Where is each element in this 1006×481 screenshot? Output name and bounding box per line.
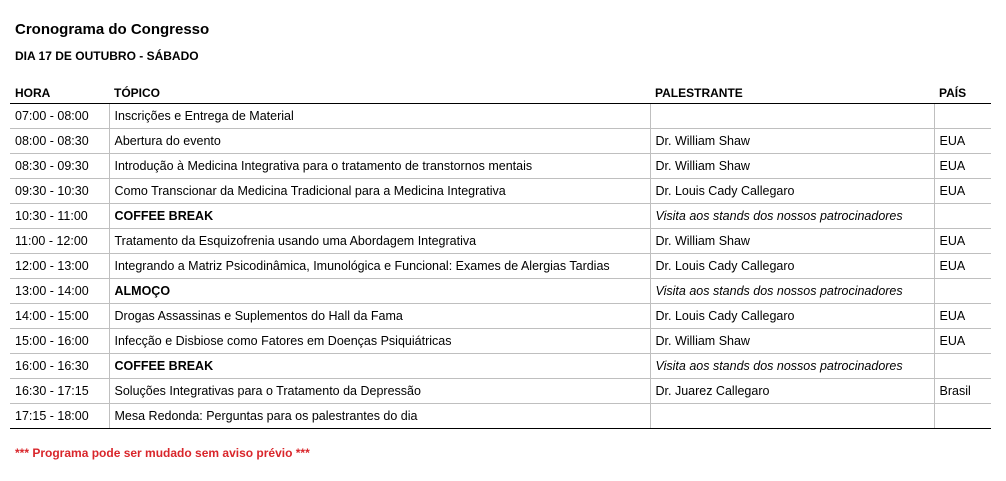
column-header-topico: TÓPICO	[109, 83, 650, 104]
cell-topic: Tratamento da Esquizofrenia usando uma Abordagem Integrativa	[109, 229, 650, 254]
table-row	[10, 204, 991, 229]
schedule-change-notice: *** Programa pode ser mudado sem aviso prévio ***	[15, 446, 310, 460]
table-row	[10, 229, 991, 254]
table-row	[10, 354, 991, 379]
cell-topic: Integrando a Matriz Psicodinâmica, Imunológica e Funcional: Exames de Alergias Tardias	[109, 254, 650, 279]
cell-time: 08:30 - 09:30	[10, 154, 109, 179]
cell-speaker: Dr. Juarez Callegaro	[650, 379, 934, 404]
cell-country: EUA	[934, 304, 991, 329]
cell-speaker: Dr. William Shaw	[650, 154, 934, 179]
cell-time: 16:00 - 16:30	[10, 354, 109, 379]
schedule-body	[10, 104, 991, 429]
table-row	[10, 179, 991, 204]
column-header-pais: PAÍS	[934, 83, 991, 104]
cell-time: 09:30 - 10:30	[10, 179, 109, 204]
column-header-hora: HORA	[10, 83, 109, 104]
cell-time: 11:00 - 12:00	[10, 229, 109, 254]
cell-topic: Mesa Redonda: Perguntas para os palestrantes do dia	[109, 404, 650, 429]
cell-speaker: Dr. William Shaw	[650, 129, 934, 154]
table-row	[10, 254, 991, 279]
cell-time: 13:00 - 14:00	[10, 279, 109, 304]
table-row	[10, 104, 991, 129]
cell-speaker	[650, 404, 934, 429]
cell-topic: Introdução à Medicina Integrativa para o tratamento de transtornos mentais	[109, 154, 650, 179]
day-subtitle: DIA 17 DE OUTUBRO - SÁBADO	[15, 49, 199, 63]
cell-topic: ALMOÇO	[109, 279, 650, 304]
page-title: Cronograma do Congresso	[15, 21, 210, 38]
cell-country: Brasil	[934, 379, 991, 404]
table-row	[10, 404, 991, 429]
cell-topic: Inscrições e Entrega de Material	[109, 104, 650, 129]
cell-country	[934, 279, 991, 304]
cell-speaker	[650, 104, 934, 129]
cell-country: EUA	[934, 129, 991, 154]
table-row	[10, 154, 991, 179]
cell-topic: Infecção e Disbiose como Fatores em Doenças Psiquiátricas	[109, 329, 650, 354]
table-row	[10, 279, 991, 304]
cell-speaker: Dr. William Shaw	[650, 229, 934, 254]
cell-speaker: Dr. Louis Cady Callegaro	[650, 304, 934, 329]
table-row	[10, 304, 991, 329]
cell-time: 08:00 - 08:30	[10, 129, 109, 154]
cell-country	[934, 354, 991, 379]
table-row	[10, 379, 991, 404]
cell-country	[934, 104, 991, 129]
column-header-palestrante: PALESTRANTE	[650, 83, 934, 104]
cell-topic: Drogas Assassinas e Suplementos do Hall da Fama	[109, 304, 650, 329]
table-row	[10, 129, 991, 154]
table-row	[10, 329, 991, 354]
cell-time: 16:30 - 17:15	[10, 379, 109, 404]
cell-speaker: Visita aos stands dos nossos patrocinadores	[650, 204, 934, 229]
cell-topic: COFFEE BREAK	[109, 204, 650, 229]
cell-country: EUA	[934, 254, 991, 279]
cell-time: 07:00 - 08:00	[10, 104, 109, 129]
cell-speaker: Dr. Louis Cady Callegaro	[650, 179, 934, 204]
cell-country	[934, 204, 991, 229]
table-header-row	[10, 83, 991, 104]
cell-time: 12:00 - 13:00	[10, 254, 109, 279]
cell-speaker: Dr. William Shaw	[650, 329, 934, 354]
cell-country: EUA	[934, 154, 991, 179]
cell-time: 15:00 - 16:00	[10, 329, 109, 354]
cell-time: 14:00 - 15:00	[10, 304, 109, 329]
cell-topic: Como Transcionar da Medicina Tradicional para a Medicina Integrativa	[109, 179, 650, 204]
cell-topic: Abertura do evento	[109, 129, 650, 154]
cell-time: 17:15 - 18:00	[10, 404, 109, 429]
cell-topic: Soluções Integrativas para o Tratamento da Depressão	[109, 379, 650, 404]
cell-country: EUA	[934, 229, 991, 254]
cell-time: 10:30 - 11:00	[10, 204, 109, 229]
cell-speaker: Visita aos stands dos nossos patrocinadores	[650, 279, 934, 304]
cell-topic: COFFEE BREAK	[109, 354, 650, 379]
cell-country: EUA	[934, 329, 991, 354]
schedule-table	[10, 83, 991, 429]
cell-speaker: Dr. Louis Cady Callegaro	[650, 254, 934, 279]
cell-speaker: Visita aos stands dos nossos patrocinadores	[650, 354, 934, 379]
cell-country: EUA	[934, 179, 991, 204]
cell-country	[934, 404, 991, 429]
